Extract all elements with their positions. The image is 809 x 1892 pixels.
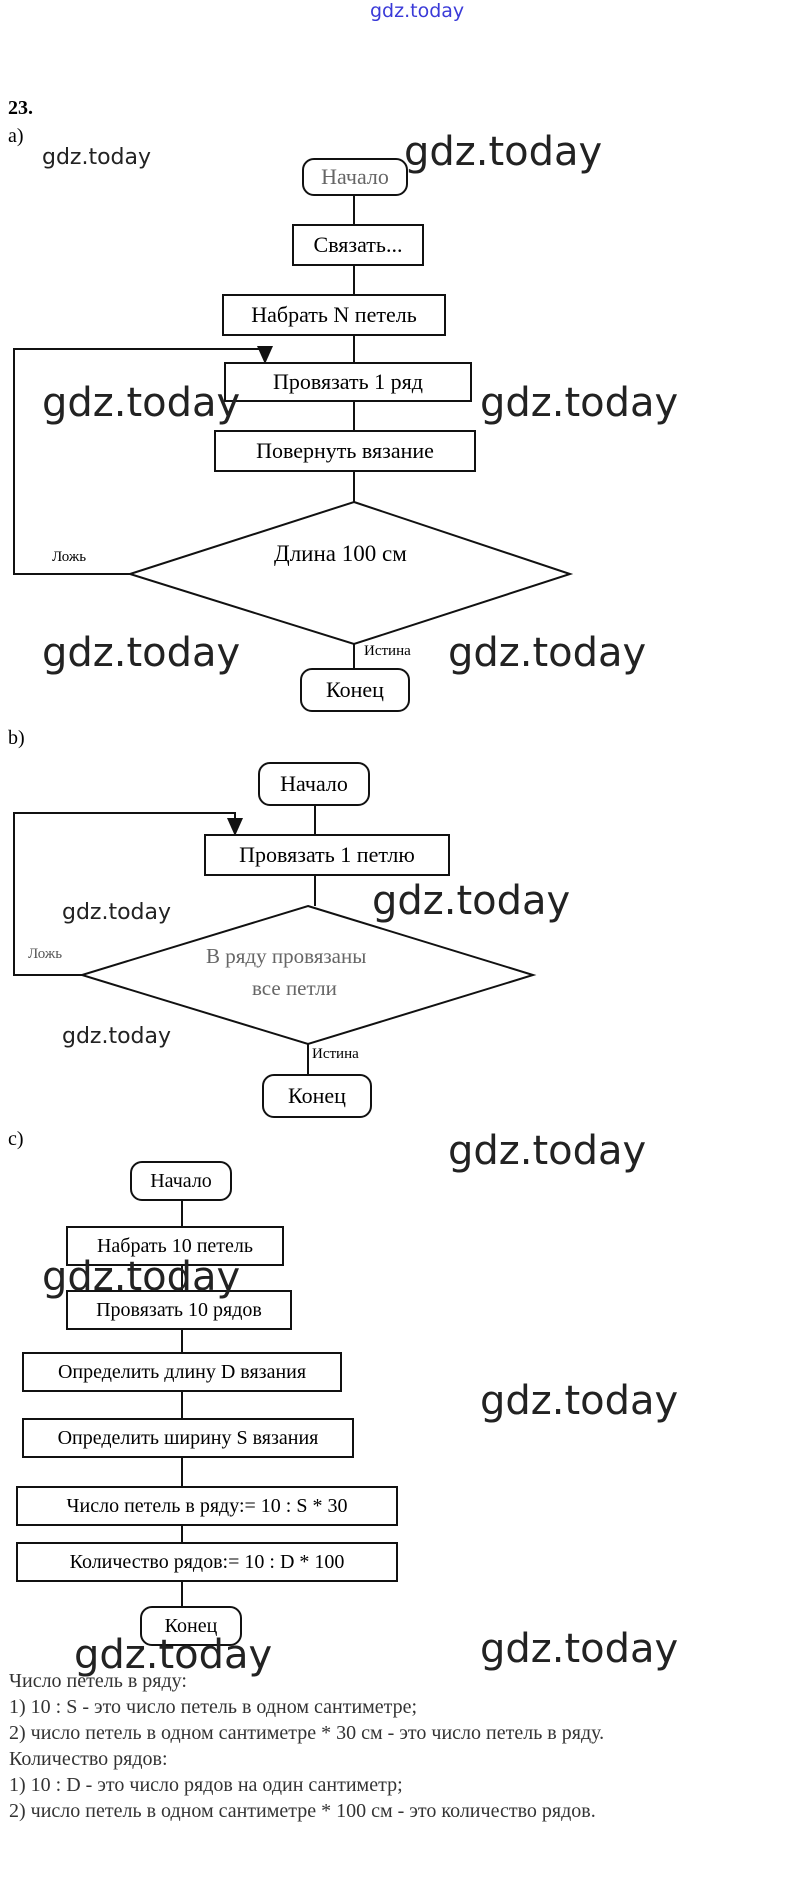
problem-number: 23. — [8, 97, 33, 119]
watermark: gdz.today — [480, 1378, 679, 1424]
false-label-b: Ложь — [28, 946, 63, 962]
watermark: gdz.today — [42, 630, 241, 676]
start-terminal-b: Начало — [258, 762, 370, 806]
note-line: 1) 10 : S - это число петель в одном сантиметре; — [9, 1696, 418, 1718]
explanation-notes — [9, 1668, 604, 1824]
watermark: gdz.today — [62, 1024, 172, 1049]
step-turn-knitting-a: Повернуть вязание — [214, 430, 476, 472]
section-a-label: a) — [8, 125, 24, 147]
true-label-b: Истина — [312, 1046, 359, 1062]
watermark-top: gdz.today — [370, 0, 465, 22]
step-measure-width-s-c: Определить ширину S вязания — [22, 1418, 354, 1458]
end-terminal-a: Конец — [300, 668, 410, 712]
watermark: gdz.today — [480, 380, 679, 426]
watermark: gdz.today — [42, 1254, 241, 1300]
step-cast-on-10-stitches-c: Набрать 10 петель — [66, 1226, 284, 1266]
note-line: 1) 10 : D - это число рядов на один сантиметр; — [9, 1774, 403, 1796]
step-knit-one-stitch-b: Провязать 1 петлю — [204, 834, 450, 876]
section-c-label: c) — [8, 1128, 24, 1150]
true-label-a: Истина — [364, 643, 411, 659]
false-label-a: Ложь — [52, 549, 87, 565]
note-line: 2) число петель в одном сантиметре * 100 см - это количество рядов. — [9, 1800, 596, 1822]
condition-line2-b: все петли — [252, 976, 337, 1000]
end-terminal-c: Конец — [140, 1606, 242, 1646]
watermark: gdz.today — [42, 380, 241, 426]
step-row-count-c: Количество рядов:= 10 : D * 100 — [16, 1542, 398, 1582]
note-line: 2) число петель в одном сантиметре * 30 см - это число петель в ряду. — [9, 1722, 605, 1744]
step-cast-on-n-stitches-a: Набрать N петель — [222, 294, 446, 336]
step-measure-length-d-c: Определить длину D вязания — [22, 1352, 342, 1392]
section-b-label: b) — [8, 727, 25, 749]
start-terminal-c: Начало — [130, 1161, 232, 1201]
watermark: gdz.today — [448, 1128, 647, 1174]
step-knit-one-row-a: Провязать 1 ряд — [224, 362, 472, 402]
watermark: gdz.today — [404, 129, 603, 175]
condition-length-100cm-a: Длина 100 см — [274, 541, 407, 566]
step-tie-a: Связать... — [292, 224, 424, 266]
note-line: Количество рядов: — [9, 1748, 168, 1770]
note-line: Число петель в ряду: — [9, 1670, 187, 1692]
decision-diamond-a — [130, 502, 570, 644]
watermark: gdz.today — [448, 630, 647, 676]
condition-line1-b: В ряду провязаны — [206, 944, 367, 968]
watermark: gdz.today — [480, 1626, 679, 1672]
watermark: gdz.today — [74, 1632, 273, 1678]
start-terminal-a: Начало — [302, 158, 408, 196]
watermark: gdz.today — [62, 900, 172, 925]
step-stitches-per-row-c: Число петель в ряду:= 10 : S * 30 — [16, 1486, 398, 1526]
end-terminal-b: Конец — [262, 1074, 372, 1118]
step-knit-10-rows-c: Провязать 10 рядов — [66, 1290, 292, 1330]
watermark: gdz.today — [372, 878, 571, 924]
watermark: gdz.today — [42, 145, 152, 170]
